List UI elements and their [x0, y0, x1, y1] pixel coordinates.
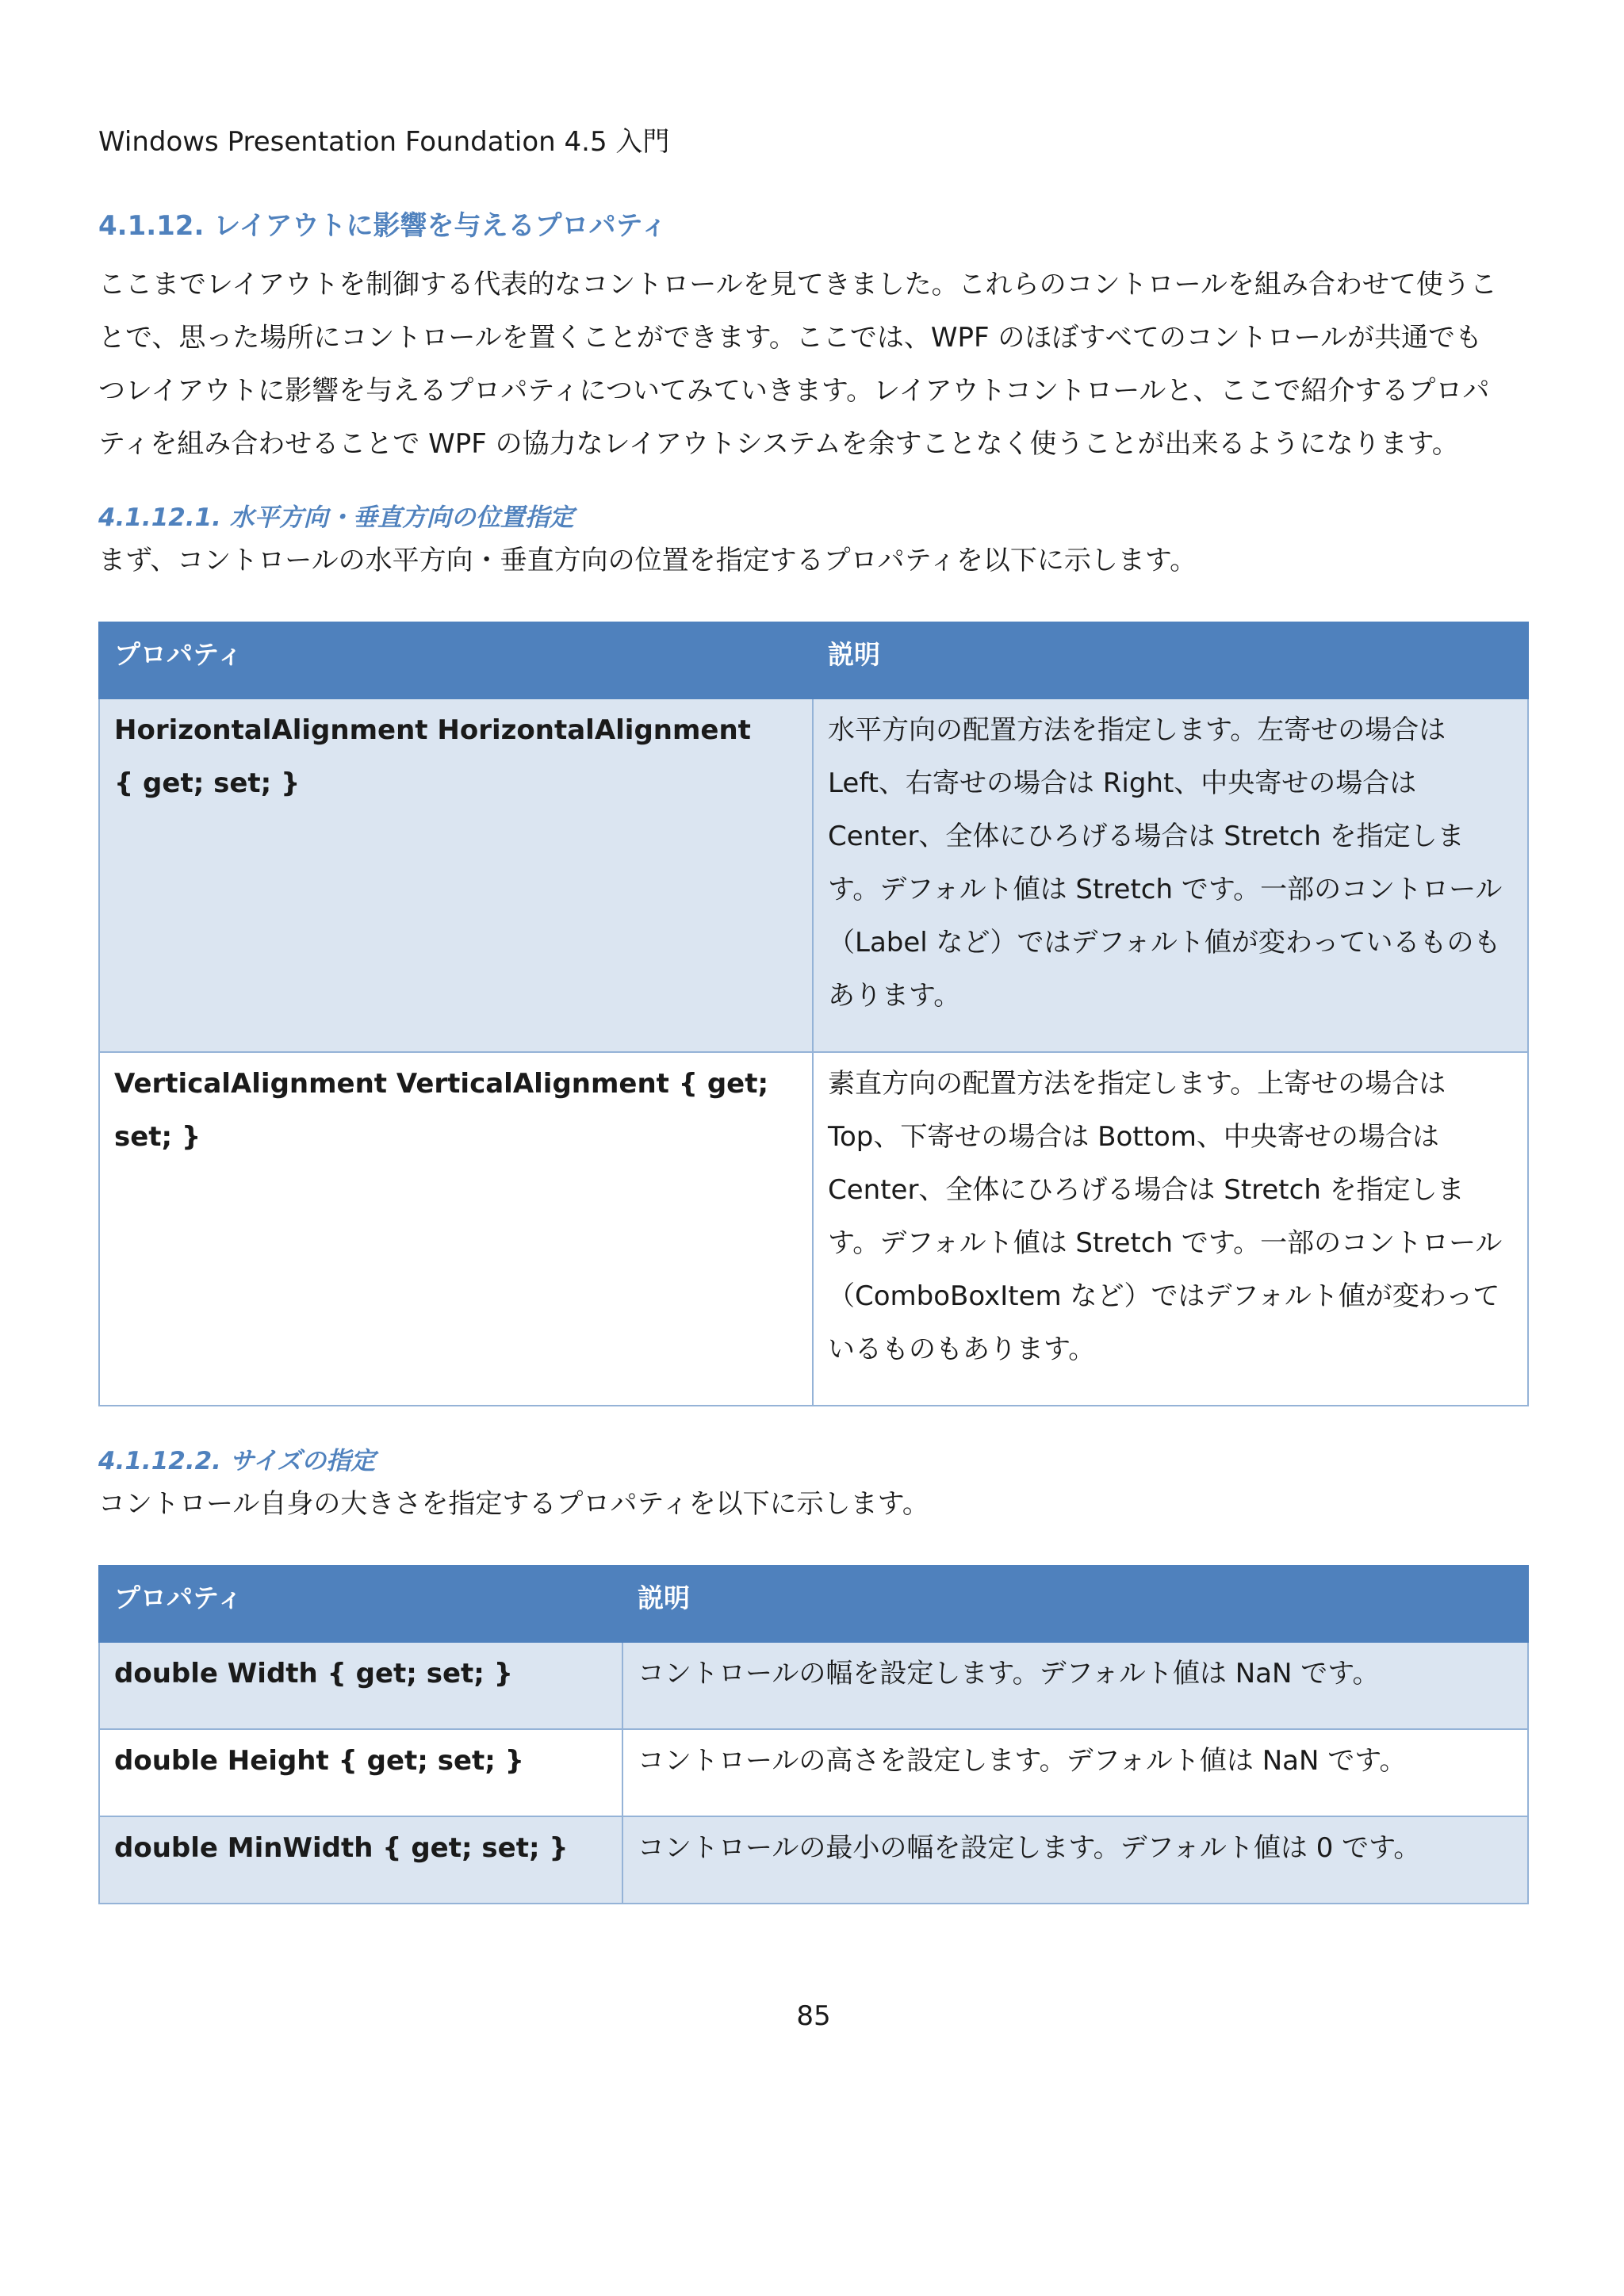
- property-name-cell: double Height { get; set; }: [99, 1729, 622, 1816]
- paragraph-line: ここまでレイアウトを制御する代表的なコントロールを見てきました。これらのコントロールを組み合わせて使うこ: [98, 269, 1497, 300]
- column-header-description: 説明: [813, 622, 1528, 698]
- property-name-line: { get; set; }: [114, 767, 301, 799]
- property-name-line: VerticalAlignment VerticalAlignment { get;: [114, 1068, 769, 1100]
- property-name-line: set; }: [114, 1121, 201, 1153]
- page-number: 85: [796, 2000, 831, 2032]
- table-row: [99, 698, 1528, 1052]
- table-header-row: [99, 622, 1528, 698]
- paragraph-line: とで、思った場所にコントロールを置くことができます。ここでは、WPF のほぼすべてのコントロールが共通でも: [98, 322, 1483, 354]
- alignment-properties-table: [98, 622, 1529, 1406]
- column-header-property: プロパティ: [99, 622, 813, 698]
- property-description-cell: コントロールの高さを設定します。デフォルト値は NaN です。: [622, 1729, 1528, 1816]
- property-name-cell: double MinWidth { get; set; }: [99, 1816, 622, 1904]
- description-line: Top、下寄せの場合は Bottom、中央寄せの場合は: [828, 1121, 1439, 1153]
- property-description-cell: [813, 698, 1528, 1052]
- description-line: す。デフォルト値は Stretch です。一部のコントロール: [828, 1227, 1503, 1259]
- description-line: 水平方向の配置方法を指定します。左寄せの場合は: [828, 714, 1446, 746]
- subsection-heading-alignment: 4.1.12.1. 水平方向・垂直方向の位置指定: [98, 503, 574, 532]
- column-header-property: プロパティ: [99, 1566, 622, 1642]
- size-properties-table: [98, 1565, 1529, 1904]
- description-line: いるものもあります。: [828, 1334, 1096, 1365]
- running-header: Windows Presentation Foundation 4.5 入門: [98, 126, 670, 158]
- description-line: Left、右寄せの場合は Right、中央寄せの場合は: [828, 767, 1417, 799]
- property-name-cell: double Width { get; set; }: [99, 1642, 622, 1729]
- description-line: Center、全体にひろげる場合は Stretch を指定しま: [828, 821, 1465, 852]
- section-paragraph: [98, 258, 1529, 471]
- section-heading: 4.1.12. レイアウトに影響を与えるプロパティ: [98, 210, 668, 242]
- table-header-row: [99, 1566, 1528, 1642]
- property-name-cell: [99, 698, 813, 1052]
- property-description-cell: コントロールの最小の幅を設定します。デフォルト値は 0 です。: [622, 1816, 1528, 1904]
- subsection-intro-size: コントロール自身の大きさを指定するプロパティを以下に示します。: [98, 1488, 929, 1520]
- subsection-heading-size: 4.1.12.2. サイズの指定: [98, 1447, 376, 1475]
- table-row: [99, 1729, 1528, 1816]
- description-line: あります。: [828, 980, 961, 1012]
- table-row: [99, 1816, 1528, 1904]
- paragraph-line: つレイアウトに影響を与えるプロパティについてみていきます。レイアウトコントロールと、ここで紹介するプロパ: [98, 375, 1490, 407]
- description-line: （Label など）ではデフォルト値が変わっているものも: [828, 927, 1501, 959]
- column-header-description: 説明: [622, 1566, 1528, 1642]
- table-row: [99, 1642, 1528, 1729]
- property-description-cell: コントロールの幅を設定します。デフォルト値は NaN です。: [622, 1642, 1528, 1729]
- property-description-cell: [813, 1052, 1528, 1406]
- description-line: す。デフォルト値は Stretch です。一部のコントロール: [828, 874, 1503, 905]
- property-name-line: HorizontalAlignment HorizontalAlignment: [114, 714, 751, 746]
- property-name-cell: [99, 1052, 813, 1406]
- description-line: （ComboBoxItem など）ではデフォルト値が変わって: [828, 1280, 1500, 1312]
- description-line: Center、全体にひろげる場合は Stretch を指定しま: [828, 1174, 1465, 1206]
- table-row: [99, 1052, 1528, 1406]
- subsection-intro-alignment: まず、コントロールの水平方向・垂直方向の位置を指定するプロパティを以下に示します。: [98, 545, 1197, 576]
- paragraph-line: ティを組み合わせることで WPF の協力なレイアウトシステムを余すことなく使うことが出来るようになります。: [98, 428, 1459, 460]
- description-line: 素直方向の配置方法を指定します。上寄せの場合は: [828, 1068, 1446, 1100]
